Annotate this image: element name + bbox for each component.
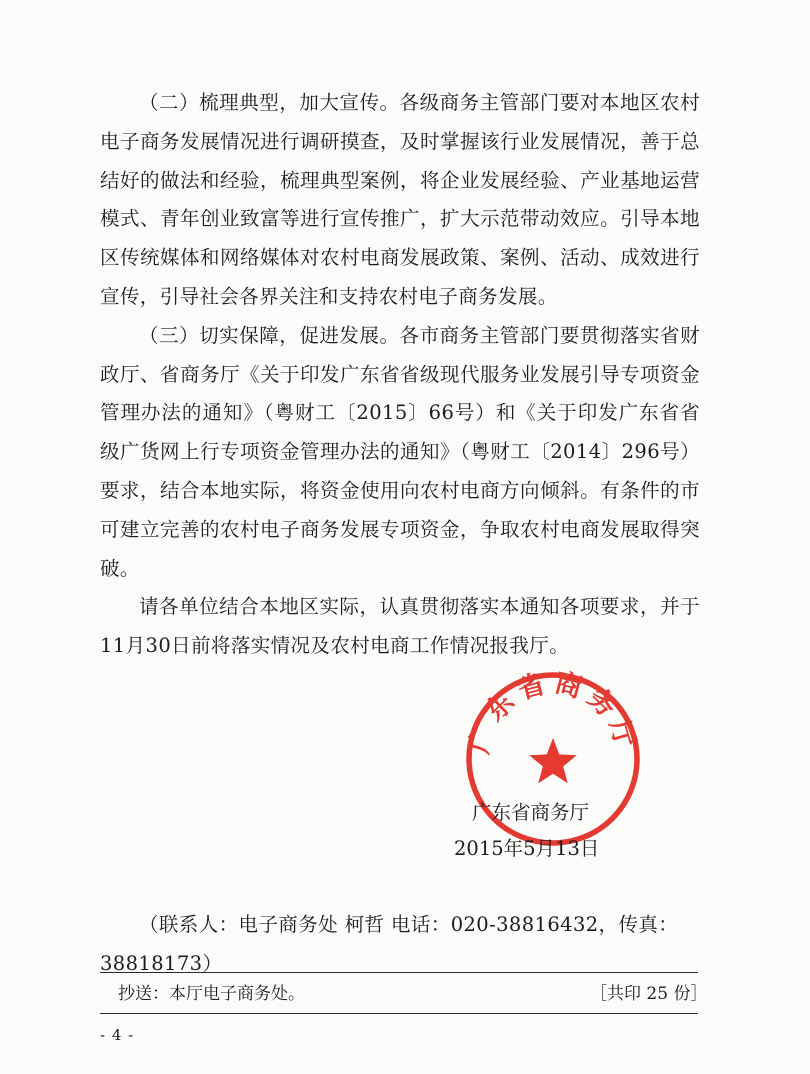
page-number: - 4 - xyxy=(100,1026,135,1044)
print-copies: ［共印 25 份］ xyxy=(590,984,708,1004)
paragraph-guarantee: （三）切实保障，促进发展。各市商务主管部门要贯彻落实省财政厅、省商务厅《关于印发广东省省级现代服务业发展引导专项资金管理办法的通知》（粤财工〔2015〕66号）和《关于印发广东省省级广货网上行专项资金管理办法的通知》（粤财工〔2014〕296号）要求，结合本地实际，将资金使用向农村电商方向倾斜。有条件的市可建立完善的农村电子商务发展专项资金，争取农村电商发展取得突破。 xyxy=(100,323,700,580)
issuer-signature: 广东省商务厅 xyxy=(472,801,590,824)
issue-date: 2015年5月13日 xyxy=(454,837,600,860)
paragraph-request: 请各单位结合本地区实际，认真贯彻落实本通知各项要求，并于11月30日前将落实情况及农村电商工作情况报我厅。 xyxy=(100,595,700,658)
cc-recipients: 抄送：本厅电子商务处。 xyxy=(118,984,305,1004)
seal-arc-text: 广东省商务厅 xyxy=(463,668,643,757)
footer-rule-top xyxy=(100,972,698,973)
footer-rule-bottom xyxy=(100,1013,698,1014)
document-body xyxy=(100,84,700,666)
seal-star-icon xyxy=(529,738,577,783)
paragraph-publicity: （二）梳理典型，加大宣传。各级商务主管部门要对本地区农村电子商务发展情况进行调研摸查，及时掌握该行业发展情况，善于总结好的做法和经验，梳理典型案例，将企业发展经验、产业基地运营模式、青年创业致富等进行宣传推广，扩大示范带动效应。引导本地区传统媒体和网络媒体对农村电商发展政策、案例、活动、成效进行宣传，引导社会各界关注和支持农村电子商务发展。 xyxy=(100,91,700,308)
contact-info: （联系人：电子商务处 柯哲 电话：020-38816432，传真：38818173） xyxy=(100,913,679,975)
